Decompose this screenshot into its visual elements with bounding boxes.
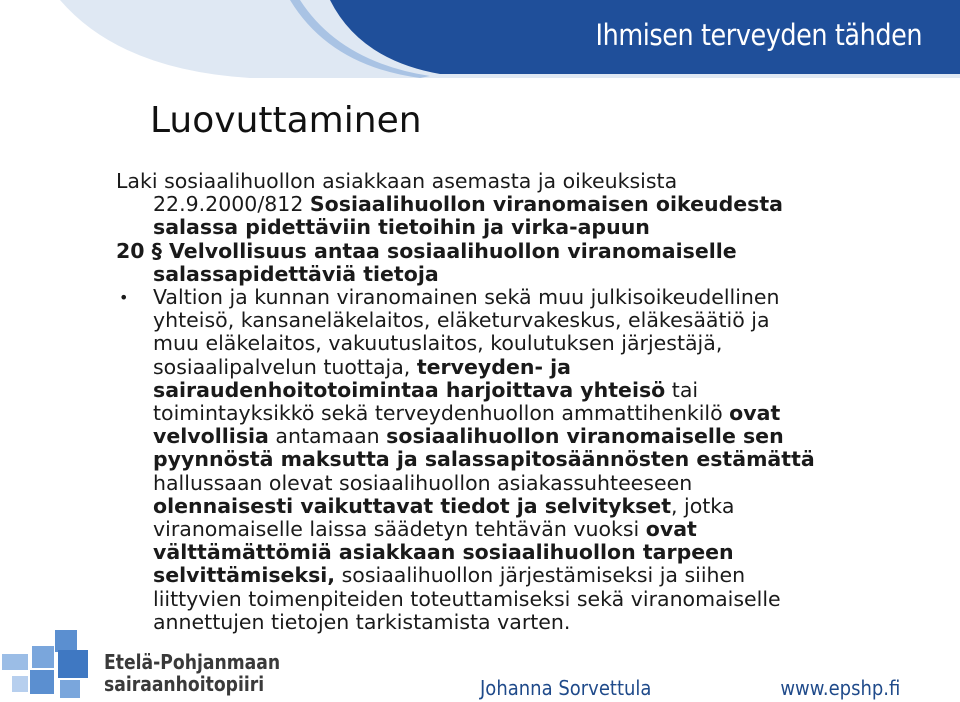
slide-body (116, 170, 896, 634)
para-line (153, 518, 896, 541)
law-heading: Sosiaalihuollon viranomaisen oikeudesta (309, 192, 784, 217)
para-line: pyynnöstä maksutta ja salassapitosäännösten estämättä (153, 447, 815, 472)
org-name-line2: sairaanhoitopiiri (104, 672, 265, 696)
law-number: 22.9.2000/812 (153, 192, 310, 217)
text-run: , jotka (671, 493, 735, 518)
para-line: välttämättömiä asiakkaan sosiaalihuollon tarpeen (153, 540, 734, 565)
law-line: salassa pidettäviin tietoihin ja virka-apuun (153, 215, 650, 240)
text-run-bold: ovat (729, 401, 781, 426)
text-run: toimintayksikkö sekä terveydenhuollon ammattihenkilö (153, 401, 730, 426)
text-run-bold: sairaudenhoitotoimintaa harjoittava yhteisö (153, 377, 666, 402)
para-line: liittyvien toimenpiteiden toteuttamiseksi sekä viranomaiselle (153, 586, 781, 611)
law-title: Laki sosiaalihuollon asiakkaan asemasta ja oikeuksista (116, 169, 678, 193)
text-run-bold: selvittämiseksi, (153, 563, 336, 588)
para-line: hallussaan olevat sosiaalihuollon asiakassuhteeseen (153, 470, 693, 495)
para-line (153, 425, 896, 448)
text-run: tai (665, 377, 699, 402)
text-run: sosiaalihuollon järjestämiseksi ja siihen (335, 563, 746, 588)
para-line (153, 356, 896, 379)
section-heading-cont: salassapidettäviä tietoja (153, 261, 439, 286)
law-line (116, 193, 896, 216)
org-name-line1: Etelä-Pohjanmaan (104, 650, 281, 674)
bullet-marker: • (119, 288, 129, 308)
header-banner (0, 0, 960, 78)
bullet-paragraph (116, 286, 896, 634)
text-run-bold: sosiaalihuollon viranomaiselle sen (386, 424, 784, 449)
para-line (153, 402, 896, 425)
text-run: antamaan (268, 424, 387, 449)
para-line: annettujen tietojen tarkistamista varten. (153, 609, 571, 634)
section-heading: 20 § Velvollisuus antaa sosiaalihuollon viranomaiselle (116, 238, 737, 263)
para-line: yhteisö, kansaneläkelaitos, eläketurvakeskus, eläkesäätiö ja (153, 308, 770, 333)
para-line (153, 379, 896, 402)
para-line (153, 495, 896, 518)
law-line (116, 170, 896, 193)
para-line: Valtion ja kunnan viranomainen sekä muu julkisoikeudellinen (153, 285, 780, 310)
header-tagline: Ihmisen terveyden tähden (595, 18, 922, 52)
text-run-bold: velvollisia (153, 424, 269, 449)
text-run-bold: terveyden- ja (416, 354, 571, 379)
text-run: viranomaiselle laissa säädetyn tehtävän vuoksi (153, 517, 646, 542)
text-run-bold: ovat (645, 517, 697, 542)
slide-title: Luovuttaminen (150, 100, 422, 141)
text-run-bold: olennaisesti vaikuttavat tiedot ja selvitykset (153, 493, 671, 518)
para-line: muu eläkelaitos, vakuutuslaitos, koulutuksen järjestäjä, (153, 331, 723, 356)
footer-url[interactable]: www.epshp.fi (779, 676, 900, 700)
text-run: sosiaalipalvelun tuottaja, (153, 354, 417, 379)
footer-author: Johanna Sorvettula (480, 676, 652, 700)
para-line (153, 564, 896, 587)
